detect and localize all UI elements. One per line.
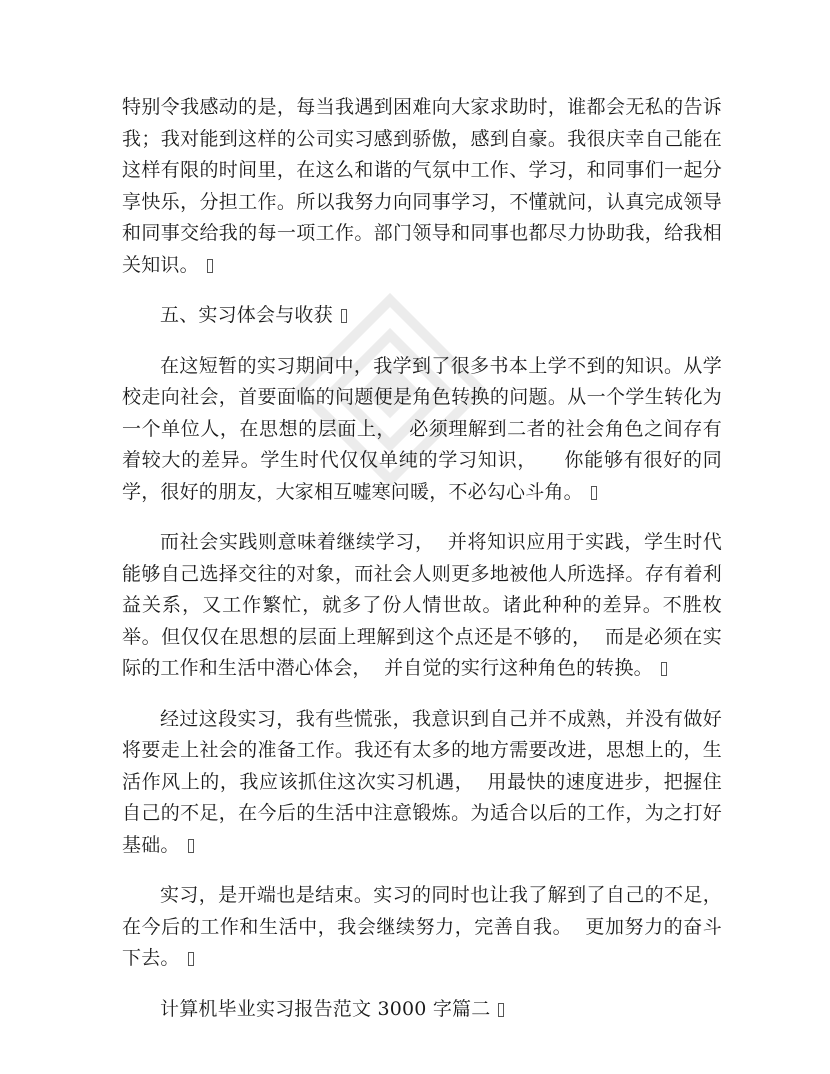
paragraph-6: [122, 880, 722, 975]
paragraph-mark-icon: [188, 952, 194, 966]
paragraph-5: [122, 704, 722, 862]
document-body: [122, 92, 722, 1044]
paragraph-1: [122, 92, 722, 281]
paragraph-mark-icon: [188, 839, 194, 853]
paragraph-3: [122, 351, 722, 509]
paragraph-3-text: 在这短暂的实习期间中，我学到了很多书本上学不到的知识。从学校走向社会，首要面临的问题便是角色转换的问题。从一个学生转化为一个单位人，在思想的层面上， 必须理解到二者的社会角色之间存有着较大的差异。学生时代仅仅单纯的学习知识， 你能够有很好的同学，很好的朋友，大家相互嘘寒问暖，不必勾心斗角。: [122, 354, 722, 503]
section-heading-text: 五、实习体会与收获: [160, 304, 333, 326]
paragraph-mark-icon: [341, 309, 347, 323]
paragraph-mark-icon: [591, 486, 597, 500]
paragraph-5-text: 经过这段实习，我有些慌张，我意识到自己并不成熟，并没有做好将要走上社会的准备工作。我还有太多的地方需要改进，思想上的，生活作风上的，我应该抓住这次实习机遇， 用最快的速度进步，把握住自己的不足，在今后的生活中注意锻炼。为适合以后的工作，为之打好基础。: [122, 707, 722, 856]
paragraph-mark-icon: [498, 1003, 504, 1017]
paragraph-1-text: 特别令我感动的是，每当我遇到困难向大家求助时，谁都会无私的告诉我；我对能到这样的公司实习感到骄傲，感到自豪。我很庆幸自己能在这样有限的时间里，在这么和谐的气氛中工作、学习，和同事们一起分享快乐，分担工作。所以我努力向同事学习，不懂就问，认真完成领导和同事交给我的每一项工作。部门领导和同事也都尽力协助我，给我相关知识。: [122, 96, 722, 276]
paragraph-mark-icon: [207, 259, 213, 273]
paragraph-6-text: 实习，是开端也是结束。实习的同时也让我了解到了自己的不足，在今后的工作和生活中，我会继续努力，完善自我。 更加努力的奋斗下去。: [122, 884, 722, 969]
section-heading: [122, 300, 722, 332]
paragraph-4-text: 而社会实践则意味着继续学习， 并将知识应用于实践，学生时代能够自己选择交往的对象，而社会人则更多地被他人所选择。存有着利益关系，又工作繁忙，就多了份人情世故。诸此种种的差异。不胜枚举。但仅仅在思想的层面上理解到这个点还是不够的， 而是必须在实际的工作和生活中潜心体会， 并自觉的实行这种角色的转换。: [122, 531, 722, 679]
next-section-title-text: 计算机毕业实习报告范文 3000 字篇二: [160, 997, 491, 1020]
next-section-title: [122, 994, 722, 1026]
paragraph-mark-icon: [661, 662, 667, 676]
paragraph-4: [122, 527, 722, 685]
